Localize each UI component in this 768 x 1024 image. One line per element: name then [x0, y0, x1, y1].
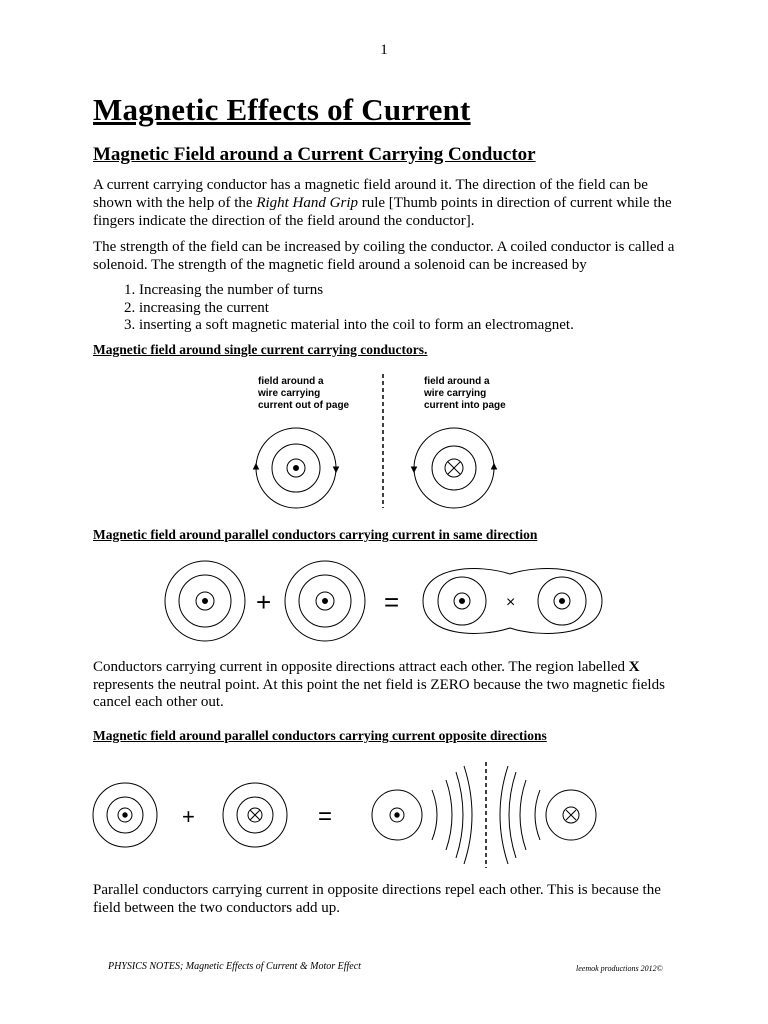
para1-text-a: A current carrying conductor has a magnetic field around it. The direction of the field can be shown with the help of the — [93, 177, 648, 211]
right-hand-grip-term: Right Hand Grip — [256, 195, 358, 211]
list-item: 2. increasing the current — [139, 300, 683, 318]
paragraph-right-hand-grip — [93, 176, 683, 230]
field-into-page — [412, 428, 497, 508]
label-into-page-2: wire carrying — [424, 388, 487, 399]
list-item: 3. inserting a soft magnetic material into the coil to form an electromagnet. — [139, 317, 683, 335]
label-out-of-page-1: field around a — [258, 376, 324, 387]
conductor-out — [93, 783, 157, 847]
paragraph-solenoid: The strength of the field can be increased by coiling the conductor. A coiled conductor is called a solenoid. The strength of the magnetic field around a solenoid can be increased by — [93, 239, 675, 273]
figure-same-direction — [160, 560, 610, 650]
label-x: X — [628, 659, 640, 675]
conductor-in — [223, 783, 287, 847]
list-item: 1. Increasing the number of turns — [139, 282, 683, 300]
neutral-point-x: × — [506, 594, 516, 611]
field-out-of-page — [254, 428, 339, 508]
plus-sign: + — [256, 587, 272, 617]
page-title: Magnetic Effects of Current — [93, 92, 471, 127]
footer-notes-title: PHYSICS NOTES; Magnetic Effects of Current & Motor Effect — [108, 961, 361, 972]
subheading-single-conductor: Magnetic field around single current carrying conductors. — [93, 341, 428, 357]
conductor-b — [285, 561, 365, 641]
para3-text-b: represents the neutral point. At this point the net field is ZERO because the two magnetic fields cancel each other out. — [93, 676, 665, 710]
paragraph-repel: Parallel conductors carrying current in opposite directions repel each other. This is because the field between the two conductors add up. — [93, 882, 661, 916]
figure-opposite-directions — [90, 760, 620, 870]
figure-single-conductors — [250, 370, 520, 510]
repel-field — [372, 762, 596, 868]
plus-sign-2: + — [182, 804, 195, 829]
subheading-opposite-directions: Magnetic field around parallel conductors carrying current opposite directions — [93, 728, 547, 743]
strength-list — [93, 282, 683, 335]
equals-sign-2: = — [318, 803, 333, 830]
conductor-a — [165, 561, 245, 641]
label-into-page-3: current into page — [424, 400, 506, 411]
paragraph-neutral-point — [93, 659, 683, 712]
subheading-same-direction: Magnetic field around parallel conductors carrying current in same direction — [93, 527, 538, 542]
section-heading: Magnetic Field around a Current Carrying Conductor — [93, 144, 536, 165]
document-body — [93, 92, 683, 359]
footer-credit: leemok productions 2012© — [576, 964, 663, 973]
label-out-of-page-3: current out of page — [258, 400, 350, 411]
page-number: 1 — [380, 42, 388, 58]
equals-sign: = — [384, 587, 400, 617]
para3-text-a: Conductors carrying current in opposite directions attract each other. The region labelled — [93, 659, 629, 675]
label-into-page-1: field around a — [424, 376, 490, 387]
para1-text-b: rule [Thumb points in direction of current while the fingers indicate the direction of the field around the conductor]. — [93, 195, 672, 229]
label-out-of-page-2: wire carrying — [258, 388, 321, 399]
